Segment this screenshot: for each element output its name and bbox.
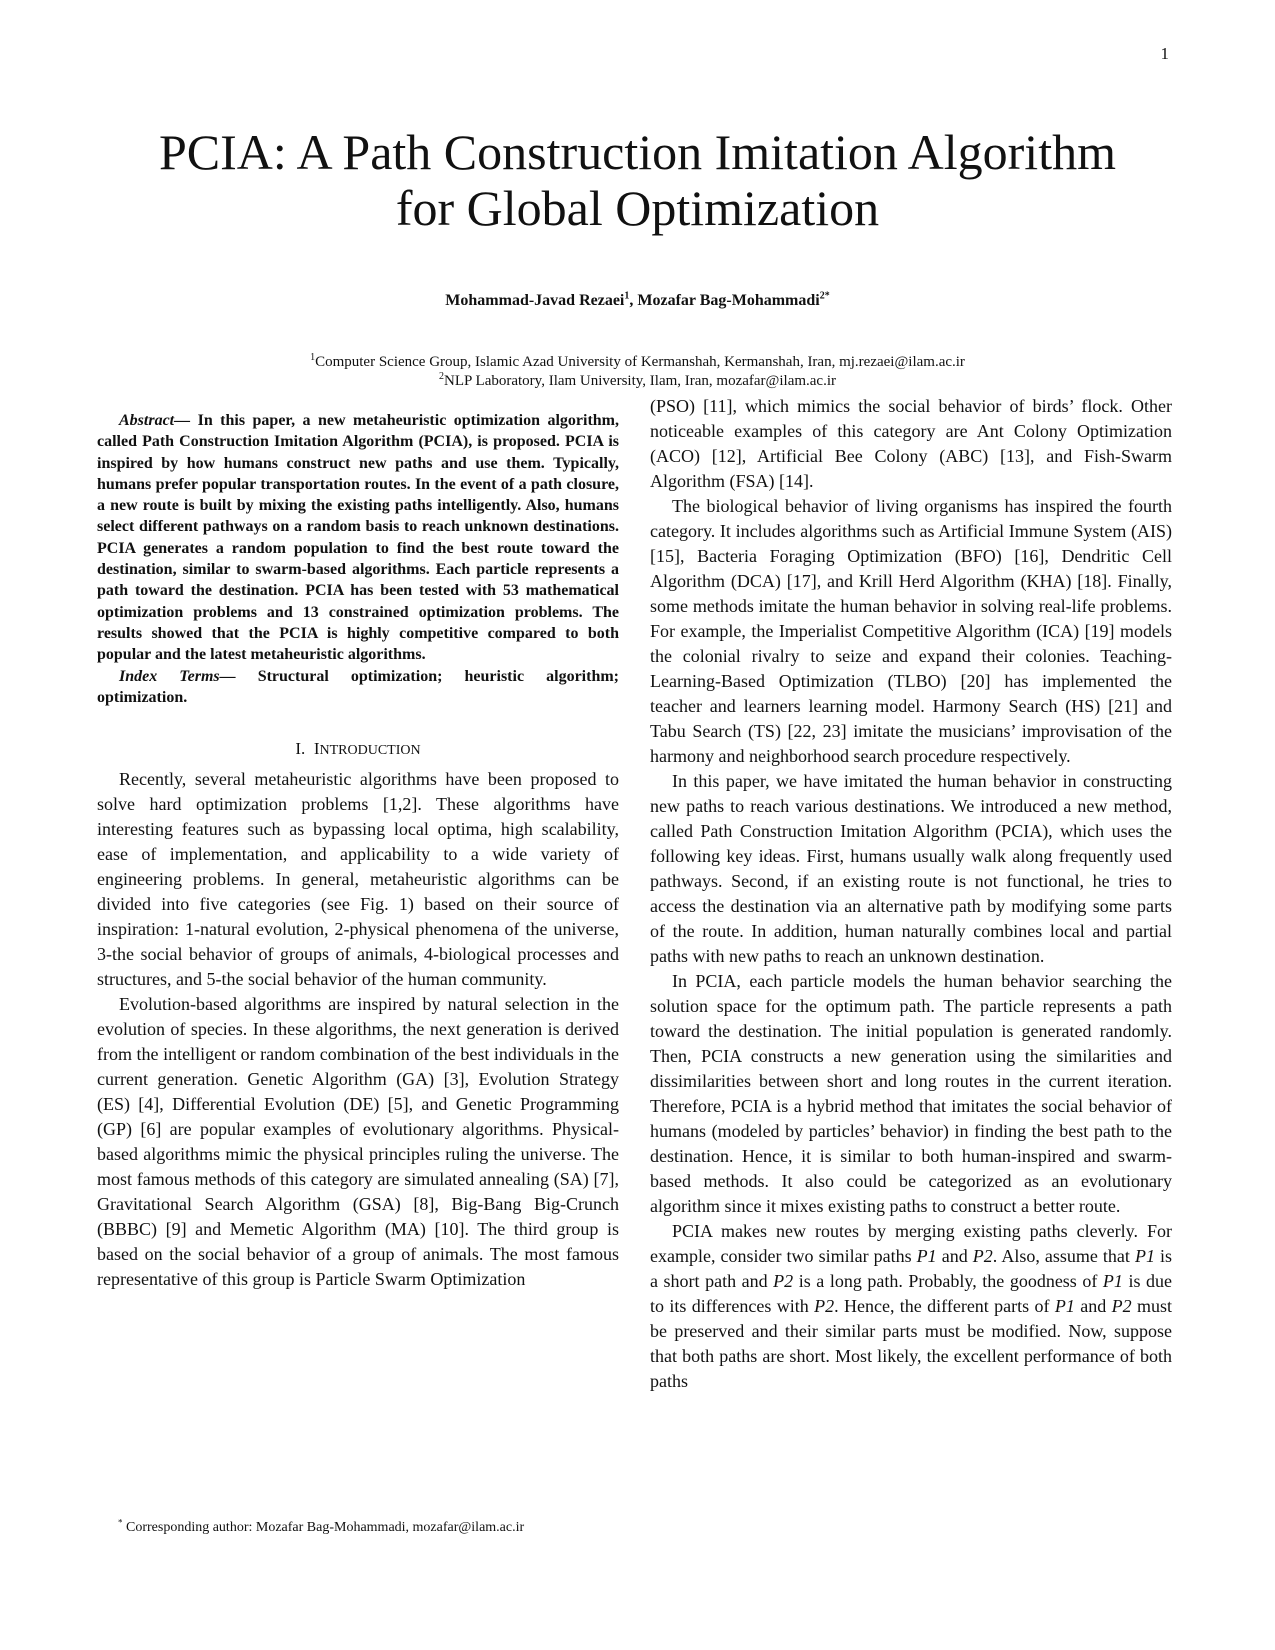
body-paragraph-right-3: In this paper, we have imitated the human behavior in constructing new paths to reach various destinations. We introduced a new method, called Path Construction Imitation Algorithm (PCIA), which uses the following key ideas. First, humans usually walk along frequently used pathways. Second, if an existing route is not functional, he tries to access the destination via an alternative path by modifying some parts of the route. In addition, human naturally combines local and partial paths with new paths to reach an unknown destination.: [650, 771, 1172, 966]
text-run: must be preserved and their similar parts must be modified. Now, suppose that both paths are short. Most likely, the excellent performance of both paths: [650, 1296, 1172, 1391]
title-line-1: PCIA: A Path Construction Imitation Algorithm: [159, 124, 1116, 180]
text-run: is a short path and: [650, 1246, 1173, 1291]
section-title-first-letter: I: [313, 739, 320, 759]
right-column: [650, 394, 1172, 1394]
page-number: 1: [1160, 44, 1169, 63]
text-run: and: [1074, 1296, 1112, 1316]
title-line-2: for Global Optimization: [395, 180, 880, 236]
footnote: [118, 1517, 525, 1536]
index-terms: [97, 666, 619, 709]
affiliation-2: [0, 372, 1275, 391]
path-p2: P2: [972, 1246, 993, 1266]
body-paragraph-right-2: The biological behavior of living organisms has inspired the fourth category. It includes algorithms such as Artificial Immune System (AIS) [15], Bacteria Foraging Optimization (BFO) [16], Dendritic Cell Algorithm (DCA) [17], and Krill Herd Algorithm (KHA) [18]. Finally, some methods imitate the human behavior in solving real-life problems. For example, the Imperialist Competitive Algorithm (ICA) [19] models the colonial rivalry to seize and expand their colonies. Teaching-Learning-Based Optimization (TLBO) [20] has implemented the teacher and learners learning model. Harmony Search (HS) [21] and Tabu Search (TS) [22, 23] imitate the musicians’ improvisation of the harmony and neighborhood search procedure respectively.: [650, 496, 1172, 766]
abstract-paragraph: [97, 410, 619, 666]
affiliation-2-text: NLP Laboratory, Ilam University, Ilam, Iran, mozafar@ilam.ac.ir: [444, 373, 836, 389]
index-terms-text: Structural optimization; heuristic algorithm; optimization.: [97, 667, 619, 706]
footnote-text: Corresponding author: Mozafar Bag-Mohammadi, mozafar@ilam.ac.ir: [122, 1520, 525, 1535]
affiliation-1: [0, 353, 1275, 372]
path-p1: P1: [1134, 1246, 1155, 1266]
body-paragraph-right-1: (PSO) [11], which mimics the social behavior of birds’ flock. Other noticeable examples of this category are Ant Colony Optimization (ACO) [12], Artificial Bee Colony (ABC) [13], and Fish-Swarm Algorithm (FSA) [14].: [650, 396, 1172, 491]
text-run: and: [936, 1246, 973, 1266]
path-p2: P2: [773, 1271, 794, 1291]
index-terms-label: Index Terms—: [119, 667, 236, 685]
abstract: [97, 410, 619, 708]
abstract-label: Abstract—: [119, 412, 191, 429]
left-column: [97, 410, 619, 1292]
text-run: PCIA makes new routes by merging existing paths cleverly. For example, consider two similar paths: [650, 1221, 1172, 1266]
author-1: Mohammad-Javad Rezaei: [445, 292, 625, 309]
affiliation-1-text: Computer Science Group, Islamic Azad University of Kermanshah, Kermanshah, Iran, mj.rezaei@ilam.ac.ir: [315, 354, 965, 370]
text-run: is a long path. Probably, the goodness of: [793, 1271, 1103, 1291]
path-p2: P2: [814, 1296, 835, 1316]
affiliation-1-mark: 1: [310, 352, 316, 363]
author-separator: ,: [629, 292, 638, 309]
author-2: Mozafar Bag-Mohammadi: [637, 292, 820, 309]
paper-title: [0, 124, 1275, 236]
author-2-affil: 2*: [819, 290, 830, 302]
abstract-text: In this paper, a new metaheuristic optimization algorithm, called Path Construction Imitation Algorithm (PCIA), is proposed. PCIA is inspired by how humans construct new paths and use them. Typically, humans prefer popular transportation routes. In the event of a path closure, a new route is built by mixing the existing paths intelligently. Also, humans select different pathways on a random basis to reach unknown destinations. PCIA generates a random population to find the best route toward the destination, similar to swarm-based algorithms. Each particle represents a path toward the destination. PCIA has been tested with 53 mathematical optimization problems and 13 constrained optimization problems. The results showed that the PCIA is highly competitive compared to both popular and the latest metaheuristic algorithms.: [97, 412, 619, 664]
author-1-affil: 1: [624, 290, 630, 302]
body-paragraph-right-4: In PCIA, each particle models the human behavior searching the solution space for the optimum path. The particle represents a path toward the destination. The initial population is generated randomly. Then, PCIA constructs a new generation using the similarities and dissimilarities between short and long routes in the current iteration. Therefore, PCIA is a hybrid method that imitates the social behavior of humans (modeled by particles’ behavior) in finding the best path to the destination. Hence, it is similar to both human-inspired and swarm-based methods. It also could be categorized as an evolutionary algorithm since it mixes existing paths to construct a better route.: [650, 971, 1172, 1216]
author-list: [0, 292, 1275, 310]
footnote-mark: *: [118, 1517, 123, 1528]
path-p1: P1: [916, 1246, 937, 1266]
path-p1: P1: [1054, 1296, 1075, 1316]
path-p1: P1: [1102, 1271, 1123, 1291]
text-run: . Hence, the different parts of: [834, 1296, 1055, 1316]
section-heading: [97, 736, 619, 763]
text-run: . Also, assume that: [992, 1246, 1135, 1266]
path-p2: P2: [1111, 1296, 1132, 1316]
affiliations: [0, 353, 1275, 391]
section-title-rest: NTRODUCTION: [319, 743, 421, 759]
section-number: I.: [295, 739, 306, 759]
body-paragraph-left-2: Evolution-based algorithms are inspired by natural selection in the evolution of species. In these algorithms, the next generation is derived from the intelligent or random combination of the best individuals in the current generation. Genetic Algorithm (GA) [3], Evolution Strategy (ES) [4], Differential Evolution (DE) [5], and Genetic Programming (GP) [6] are popular examples of evolutionary algorithms. Physical-based algorithms mimic the physical principles ruling the universe. The most famous methods of this category are simulated annealing (SA) [7], Gravitational Search Algorithm (GSA) [8], Big-Bang Big-Crunch (BBBC) [9] and Memetic Algorithm (MA) [10]. The third group is based on the social behavior of a group of animals. The most famous representative of this group is Particle Swarm Optimization: [97, 994, 619, 1290]
body-paragraph-left-1: Recently, several metaheuristic algorithms have been proposed to solve hard optimization problems [1,2]. These algorithms have interesting features such as bypassing local optima, high scalability, ease of implementation, and applicability to a wide variety of engineering problems. In general, metaheuristic algorithms can be divided into five categories (see Fig. 1) based on their source of inspiration: 1-natural evolution, 2-physical phenomena of the universe, 3-the social behavior of groups of animals, 4-biological processes and structures, and 5-the social behavior of the human community.: [97, 769, 619, 990]
text-run: is due to its differences with: [650, 1271, 1173, 1316]
body-paragraph-right-5: [650, 1219, 1172, 1394]
affiliation-2-mark: 2: [439, 371, 444, 382]
